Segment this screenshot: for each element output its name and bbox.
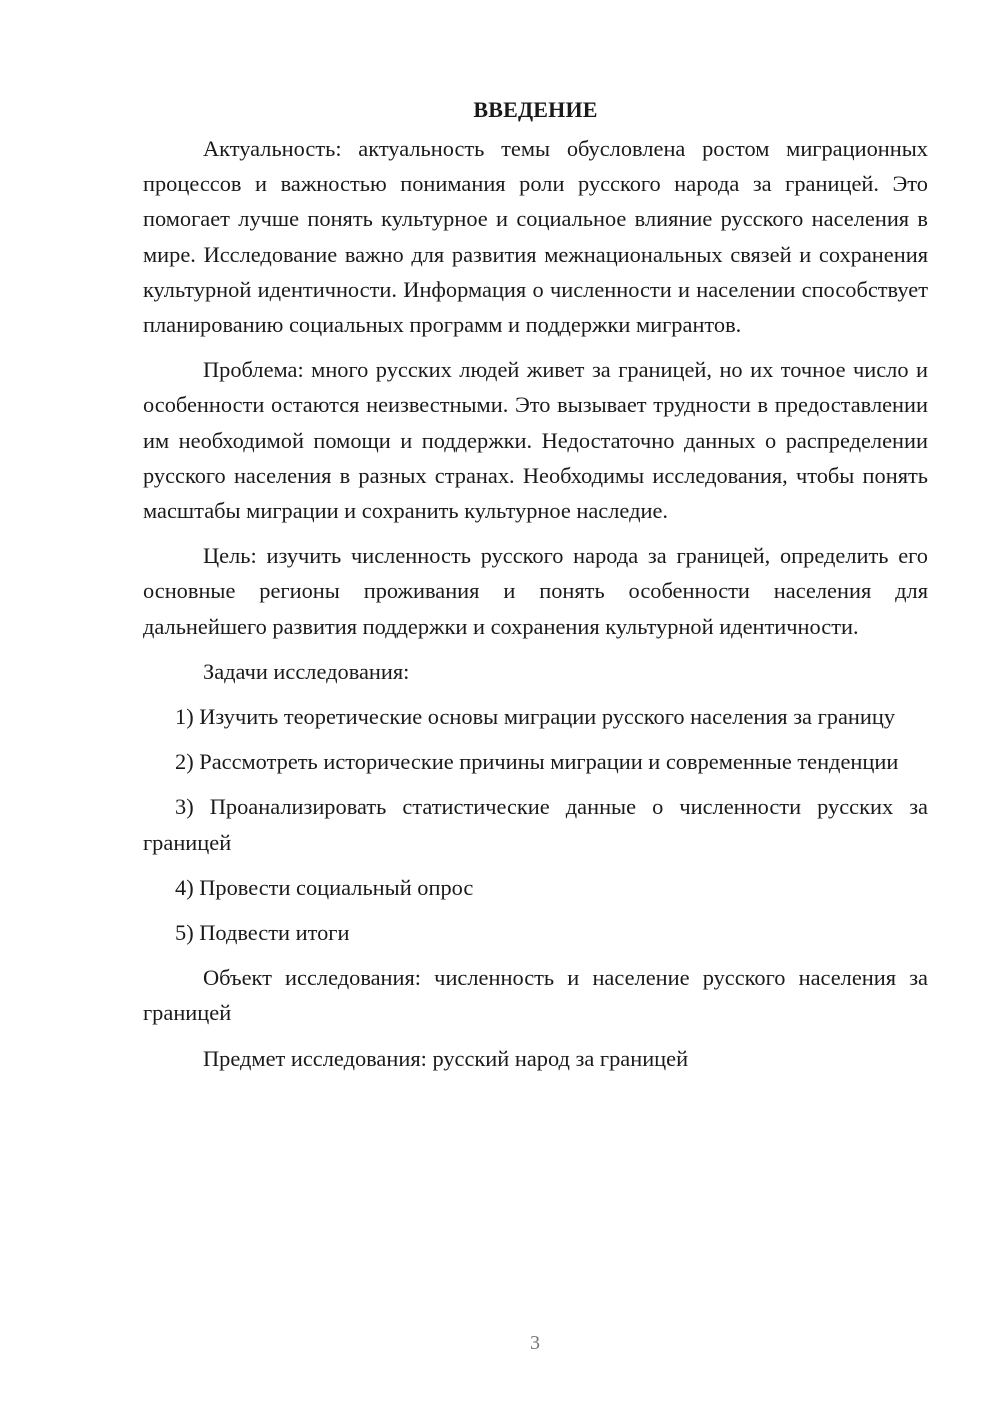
- task-item-2: 2) Рассмотреть исторические причины миграции и современные тенденции: [175, 749, 899, 775]
- paragraph-goal: Цель: изучить численность русского народа за границей, определить его основные регионы проживания и понять особенности населения для дальнейшего развития поддержки и сохранения культурной идентичности.: [143, 543, 928, 639]
- page-number: 3: [530, 1332, 540, 1354]
- task-item-1: 1) Изучить теоретические основы миграции русского населения за границу: [175, 704, 896, 730]
- document-page: [143, 92, 928, 1086]
- paragraph-relevance: Актуальность: актуальность темы обусловлена ростом миграционных процессов и важностью понимания роли русского народа за границей. Это помогает лучше понять культурное и социальное влияние русского населения в мире. Исследование важно для развития межнациональных связей и сохранения культурной идентичности. Информация о численности и населении способствует планированию социальных программ и поддержки мигрантов.: [143, 136, 928, 338]
- tasks-title: Задачи исследования:: [203, 658, 410, 684]
- task-item-5: 5) Подвести итоги: [175, 920, 350, 946]
- paragraph-object: Объект исследования: численность и население русского населения за границей: [143, 965, 928, 1026]
- section-heading: ВВЕДЕНИЕ: [473, 97, 598, 122]
- paragraph-subject: Предмет исследования: русский народ за границей: [203, 1045, 689, 1071]
- task-item-3: 3) Проанализировать статистические данные о численности русских за границей: [143, 794, 928, 855]
- paragraph-problem: Проблема: много русских людей живет за границей, но их точное число и особенности остаются неизвестными. Это вызывает трудности в предоставлении им необходимой помощи и поддержки. Недостаточно данных о распределении русского населения в разных странах. Необходимы исследования, чтобы понять масштабы миграции и сохранить культурное наследие.: [143, 357, 928, 524]
- task-item-4: 4) Провести социальный опрос: [175, 874, 474, 900]
